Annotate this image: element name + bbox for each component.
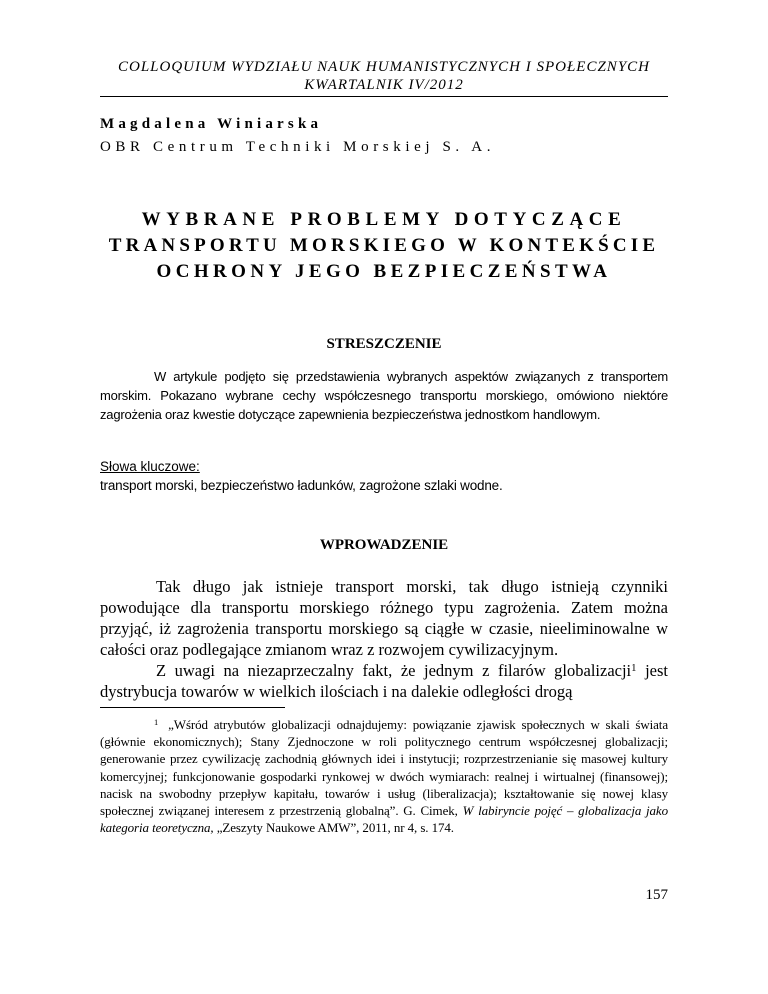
article-title-line-1: WYBRANE PROBLEMY DOTYCZĄCE <box>141 209 627 230</box>
running-head-journal: COLLOQUIUM WYDZIAŁU NAUK HUMANISTYCZNYCH I SPOŁECZNYCH <box>117 59 650 75</box>
paragraph-2-text-start: Z uwagi na niezaprzeczalny fakt, że jednym z filarów globalizacji <box>156 661 632 680</box>
article-title-line-3: OCHRONY JEGO BEZPIECZEŃSTWA <box>156 261 612 282</box>
footnote-cited-title: W labiryncie pojęć – globalizacja jako kategoria teoretyczna, <box>100 803 669 836</box>
footnote-text-start: „Wśród atrybutów globalizacji odnajdujemy: powiązanie zjawisk społecznych w skali świata (głównie ekonomicznych); Stany Zjednoczone w roli politycznego centrum współczesnej globalizacji; generowanie przez cywilizację zachodnią głównych idei i instytucji; rozprzestrzenianie się masowej kultury komercyjnej; funkcjonowanie gospodarki rynkowej w dwóch wymiarach: realnej i wirtualnej (finansowej); nacisk na swobodny przepływ kapitału, towarów i usług (liberalizacja); kształtowanie się nowej klasy społecznej związanej interesem z przestrzenią globalną”. G. Cimek, <box>100 717 668 819</box>
footnote-separator <box>100 707 285 708</box>
footnote-1 <box>100 716 668 836</box>
abstract-text: W artykule podjęto się przedstawienia wybranych aspektów związanych z transportem morskim. Pokazano wybrane cechy współczesnego transportu morskiego, omówiono niektóre zagrożenia oraz kwestie dotyczące zapewnienia bezpieczeństwa jednostkom handlowym. <box>100 369 668 422</box>
paragraph-2-text-end: jest dystrybucja towarów w wielkich ilościach i na dalekie odległości drogą <box>100 661 668 701</box>
introduction-paragraph-2 <box>100 660 668 702</box>
author-affiliation: OBR Centrum Techniki Morskiej S. A. <box>100 139 496 155</box>
author-name: Magdalena Winiarska <box>100 116 323 132</box>
page-number: 157 <box>645 887 668 903</box>
footnote-number: 1 <box>154 717 159 728</box>
introduction-paragraph-1: Tak długo jak istnieje transport morski, tak długo istnieją czynniki powodujące dla transportu morskiego różnego typu zagrożenia. Zatem można przyjąć, iż zagrożenia transportu morskiego są ciągłe w czasie, nieeliminowalne w całości oraz podlegające zmianom wraz z rozwojem cywilizacyjnym. <box>100 577 668 659</box>
keywords-text: transport morski, bezpieczeństwo ładunków, zagrożone szlaki wodne. <box>100 478 503 493</box>
article-title-line-2: TRANSPORTU MORSKIEGO W KONTEKŚCIE <box>108 235 660 256</box>
introduction-heading: WPROWADZENIE <box>319 537 449 553</box>
keywords-label: Słowa kluczowe: <box>100 459 200 474</box>
header-rule <box>100 96 668 97</box>
footnote-text-end: „Zeszyty Naukowe AMW”, 2011, nr 4, s. 174. <box>213 820 454 836</box>
footnote-reference-mark[interactable]: 1 <box>631 662 637 675</box>
abstract-heading: STRESZCZENIE <box>326 336 442 352</box>
running-head-issue: KWARTALNIK IV/2012 <box>304 77 464 93</box>
